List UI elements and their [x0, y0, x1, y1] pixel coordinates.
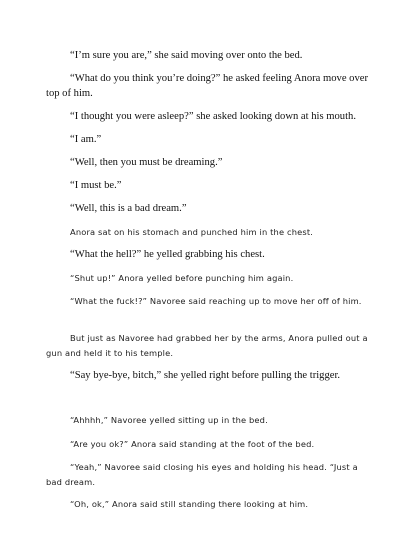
paragraph: “Well, then you must be dreaming.”	[70, 157, 223, 168]
paragraph: “What do you think you’re doing?” he asked feeling Anora move over top of him.	[46, 73, 369, 99]
paragraph: “What the fuck!?” Navoree said reaching up to move her off of him.	[70, 296, 362, 306]
paragraph: “What the hell?” he yelled grabbing his chest.	[70, 249, 265, 260]
paragraph: “I thought you were asleep?” she asked looking down at his mouth.	[70, 111, 356, 122]
paragraph: Anora sat on his stomach and punched him in the chest.	[70, 227, 314, 237]
paragraph: “Yeah,” Navoree said closing his eyes and holding his head. “Just a bad dream.	[46, 462, 358, 487]
paragraph: But just as Navoree had grabbed her by the arms, Anora pulled out a gun and held it to his temple.	[46, 333, 368, 358]
paragraph: “Say bye-bye, bitch,” she yelled right before pulling the trigger.	[70, 370, 341, 381]
paragraph: “I’m sure you are,” she said moving over onto the bed.	[70, 50, 303, 61]
paragraph: “Ahhhh,” Navoree yelled sitting up in the bed.	[70, 415, 268, 425]
paragraph: “Shut up!” Anora yelled before punching him again.	[70, 273, 294, 283]
paragraph: “Oh, ok,” Anora said still standing there looking at him.	[70, 499, 309, 509]
paragraph: “I must be.”	[70, 180, 122, 191]
paragraph: “Well, this is a bad dream.”	[70, 203, 187, 214]
paragraph: “Are you ok?” Anora said standing at the foot of the bed.	[70, 439, 315, 449]
paragraph: “I am.”	[70, 134, 102, 145]
